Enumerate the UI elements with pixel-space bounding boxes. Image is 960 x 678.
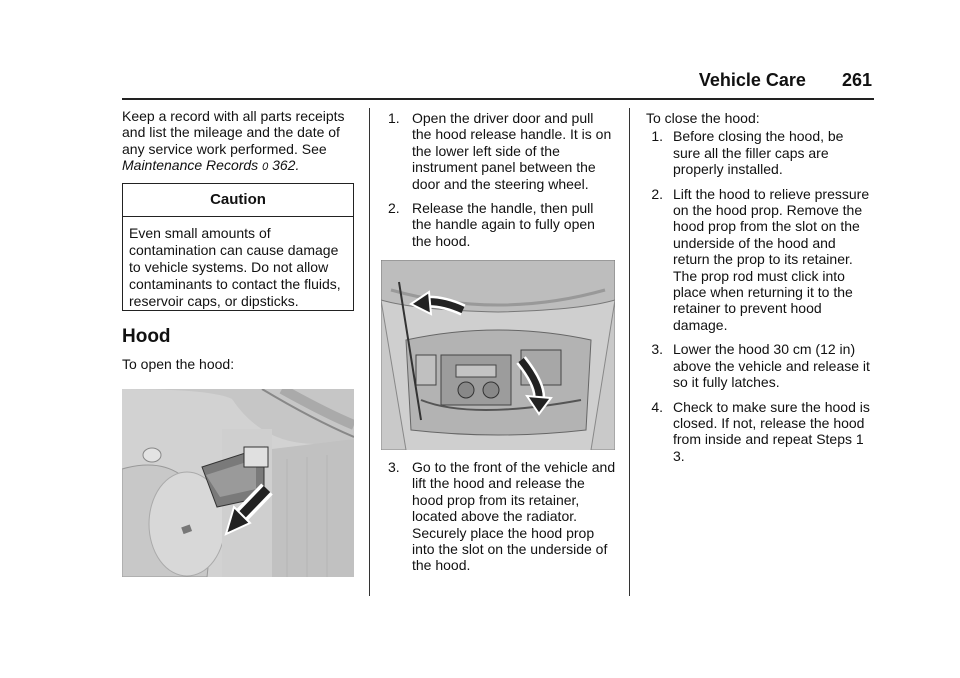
step-number: 1.: [388, 110, 400, 126]
page-header: [699, 70, 872, 91]
caution-box: [122, 183, 354, 311]
ref-page: 362.: [272, 157, 300, 174]
open-hood-steps-continued: [388, 459, 616, 574]
open-steps-top: [388, 110, 616, 257]
ref-title: Maintenance Records: [122, 157, 259, 174]
open-hood-steps: [388, 110, 616, 249]
close-hood-intro: To close the hood:: [646, 110, 760, 126]
step-number: 4.: [651, 398, 663, 415]
caution-body: Even small amounts of contamination can cause damage to vehicle systems. Do not allow contaminants to contact the fluids, reservoir caps, or dipsticks.: [129, 225, 341, 309]
step-text: Lift the hood to relieve pressure on the hood prop. Remove the hood prop from the slot on the underside of the hood and return the prop to its retainer. The prop rod must click into place when returning it to the retainer to prevent hood damage.: [673, 185, 870, 333]
section-header-title: Vehicle Care: [698, 70, 806, 90]
step-text: Lower the hood 30 cm (12 in) above the vehicle and release it so it fully latches.: [673, 341, 870, 391]
step-text: Go to the front of the vehicle and lift the hood and release the hood prop from its retainer, located above the radiator. Securely place the hood prop into the slot on the underside of the hood.: [412, 459, 616, 574]
column-divider-1: [369, 108, 370, 596]
open-steps-bottom: [388, 459, 616, 582]
step-text: Before closing the hood, be sure all the filler caps are properly installed.: [673, 128, 844, 178]
page-ref-icon: 0: [262, 161, 269, 174]
caution-heading: Caution: [123, 184, 353, 217]
step-number: 1.: [651, 128, 663, 145]
close-hood-section: [629, 110, 874, 472]
header-rule: [122, 98, 874, 100]
open-step-3: [388, 459, 616, 574]
open-hood-intro: To open the hood:: [122, 356, 235, 372]
intro-text: Keep a record with all parts receipts and list the mileage and the date of any service work performed. See: [122, 108, 345, 157]
step-number: 2.: [388, 200, 400, 217]
intro-paragraph: [122, 108, 354, 176]
hood-release-handle-illustration: [122, 389, 354, 577]
step-text: Release the handle, then pull the handle again to fully open the hood.: [412, 200, 595, 249]
step-text: Open the driver door and pull the hood release handle. It is on the lower left side of the instrument panel between the door and the steering wheel.: [412, 110, 612, 192]
step-number: 3.: [388, 459, 400, 475]
open-step-1: [388, 110, 616, 192]
maintenance-records-link[interactable]: [122, 157, 299, 173]
step-text: Check to make sure the hood is closed. If not, release the hood from inside and repeat Steps 1 3.: [673, 398, 870, 464]
page-number: 261: [841, 70, 872, 90]
close-step-1: [629, 128, 874, 177]
open-step-2: [388, 200, 616, 249]
step-number: 3.: [651, 341, 663, 358]
close-step-2: [629, 186, 874, 334]
open-hood-engine-illustration: [381, 260, 615, 450]
hood-section-title: Hood: [122, 326, 171, 347]
close-step-3: [629, 341, 874, 390]
close-step-4: [629, 399, 874, 465]
step-number: 2.: [651, 185, 663, 202]
close-hood-steps: [629, 128, 874, 464]
